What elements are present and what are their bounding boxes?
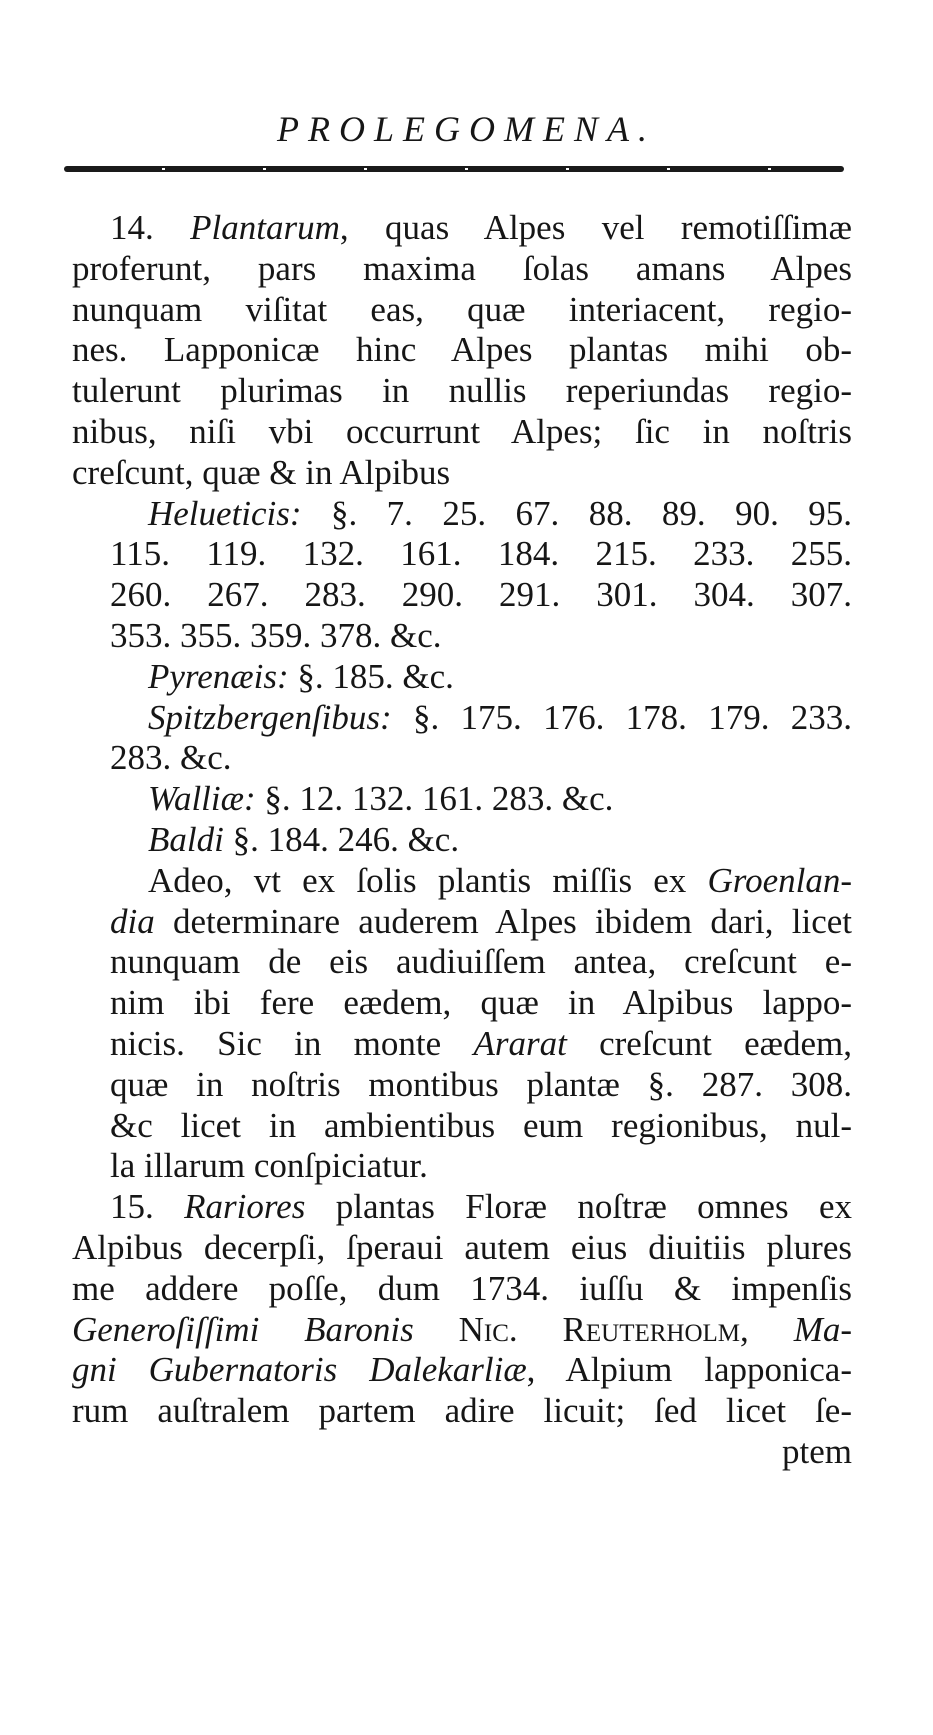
text-line: 283. &c. xyxy=(110,738,232,778)
text-line: nim ibi fere eædem, quæ in Alpibus lappo- xyxy=(110,983,852,1023)
text-line: creſcunt, quæ & in Alpibus xyxy=(72,452,451,492)
text-line: 14. Plantarum, quas Alpes vel remotiſſimæ xyxy=(110,208,852,247)
text-line: Generoſiſſimi Baronis Nic. Reuterholm, Ma- xyxy=(72,1309,852,1349)
text-line: 353. 355. 359. 378. &c. xyxy=(110,615,442,655)
text-line: &c licet in ambientibus eum regionibus, nul- xyxy=(110,1105,852,1145)
text-line: la illarum conſpiciatur. xyxy=(110,1146,428,1186)
text-line: Helueticis: §. 7. 25. 67. 88. 89. 90. 95. xyxy=(148,493,852,533)
text-line: Adeo, vt ex ſolis plantis miſſis ex Groenlan- xyxy=(148,860,852,900)
text-line: Spitzbergenſibus: §. 175. 176. 178. 179. 233. xyxy=(148,697,852,737)
text-line: nunquam viſitat eas, quæ interiacent, regio- xyxy=(72,289,852,329)
text-line: quæ in noſtris montibus plantæ §. 287. 308. xyxy=(110,1064,852,1104)
text-line: ptem xyxy=(782,1431,852,1471)
text-line: me addere poſſe, dum 1734. iuſſu & impenſis xyxy=(72,1268,852,1308)
body-text xyxy=(72,208,852,1473)
text-line: Baldi §. 184. 246. &c. xyxy=(148,819,460,859)
text-line: proferunt, pars maxima ſolas amans Alpes xyxy=(72,248,852,288)
text-line: Alpibus decerpſi, ſperaui autem eius diuitiis plures xyxy=(72,1227,852,1267)
text-line: 15. Rariores plantas Floræ noſtræ omnes ex xyxy=(110,1187,852,1227)
text-line: 115. 119. 132. 161. 184. 215. 233. 255. xyxy=(110,534,852,574)
text-line: rum auſtralem partem adire licuit; ſed licet ſe- xyxy=(72,1391,852,1431)
text-line: nibus, niſi vbi occurrunt Alpes; ſic in noſtris xyxy=(72,411,852,451)
text-line: gni Gubernatoris Dalekarliæ, Alpium lapponica- xyxy=(72,1350,852,1390)
running-head: PROLEGOMENA. xyxy=(277,109,656,149)
text-line: Pyrenæis: §. 185. &c. xyxy=(148,656,454,696)
text-line: tulerunt plurimas in nullis reperiundas regio- xyxy=(72,371,852,411)
text-line: Walliæ: §. 12. 132. 161. 283. &c. xyxy=(148,779,614,819)
header-rule xyxy=(64,166,844,172)
text-line: nicis. Sic in monte Ararat creſcunt eædem, xyxy=(110,1023,852,1063)
text-line: nunquam de eis audiuiſſem antea, creſcunt e- xyxy=(110,942,852,982)
text-line: 260. 267. 283. 290. 291. 301. 304. 307. xyxy=(110,575,852,615)
text-line: nes. Lapponicæ hinc Alpes plantas mihi ob- xyxy=(72,330,852,370)
text-line: dia determinare auderem Alpes ibidem dari, licet xyxy=(110,901,852,941)
